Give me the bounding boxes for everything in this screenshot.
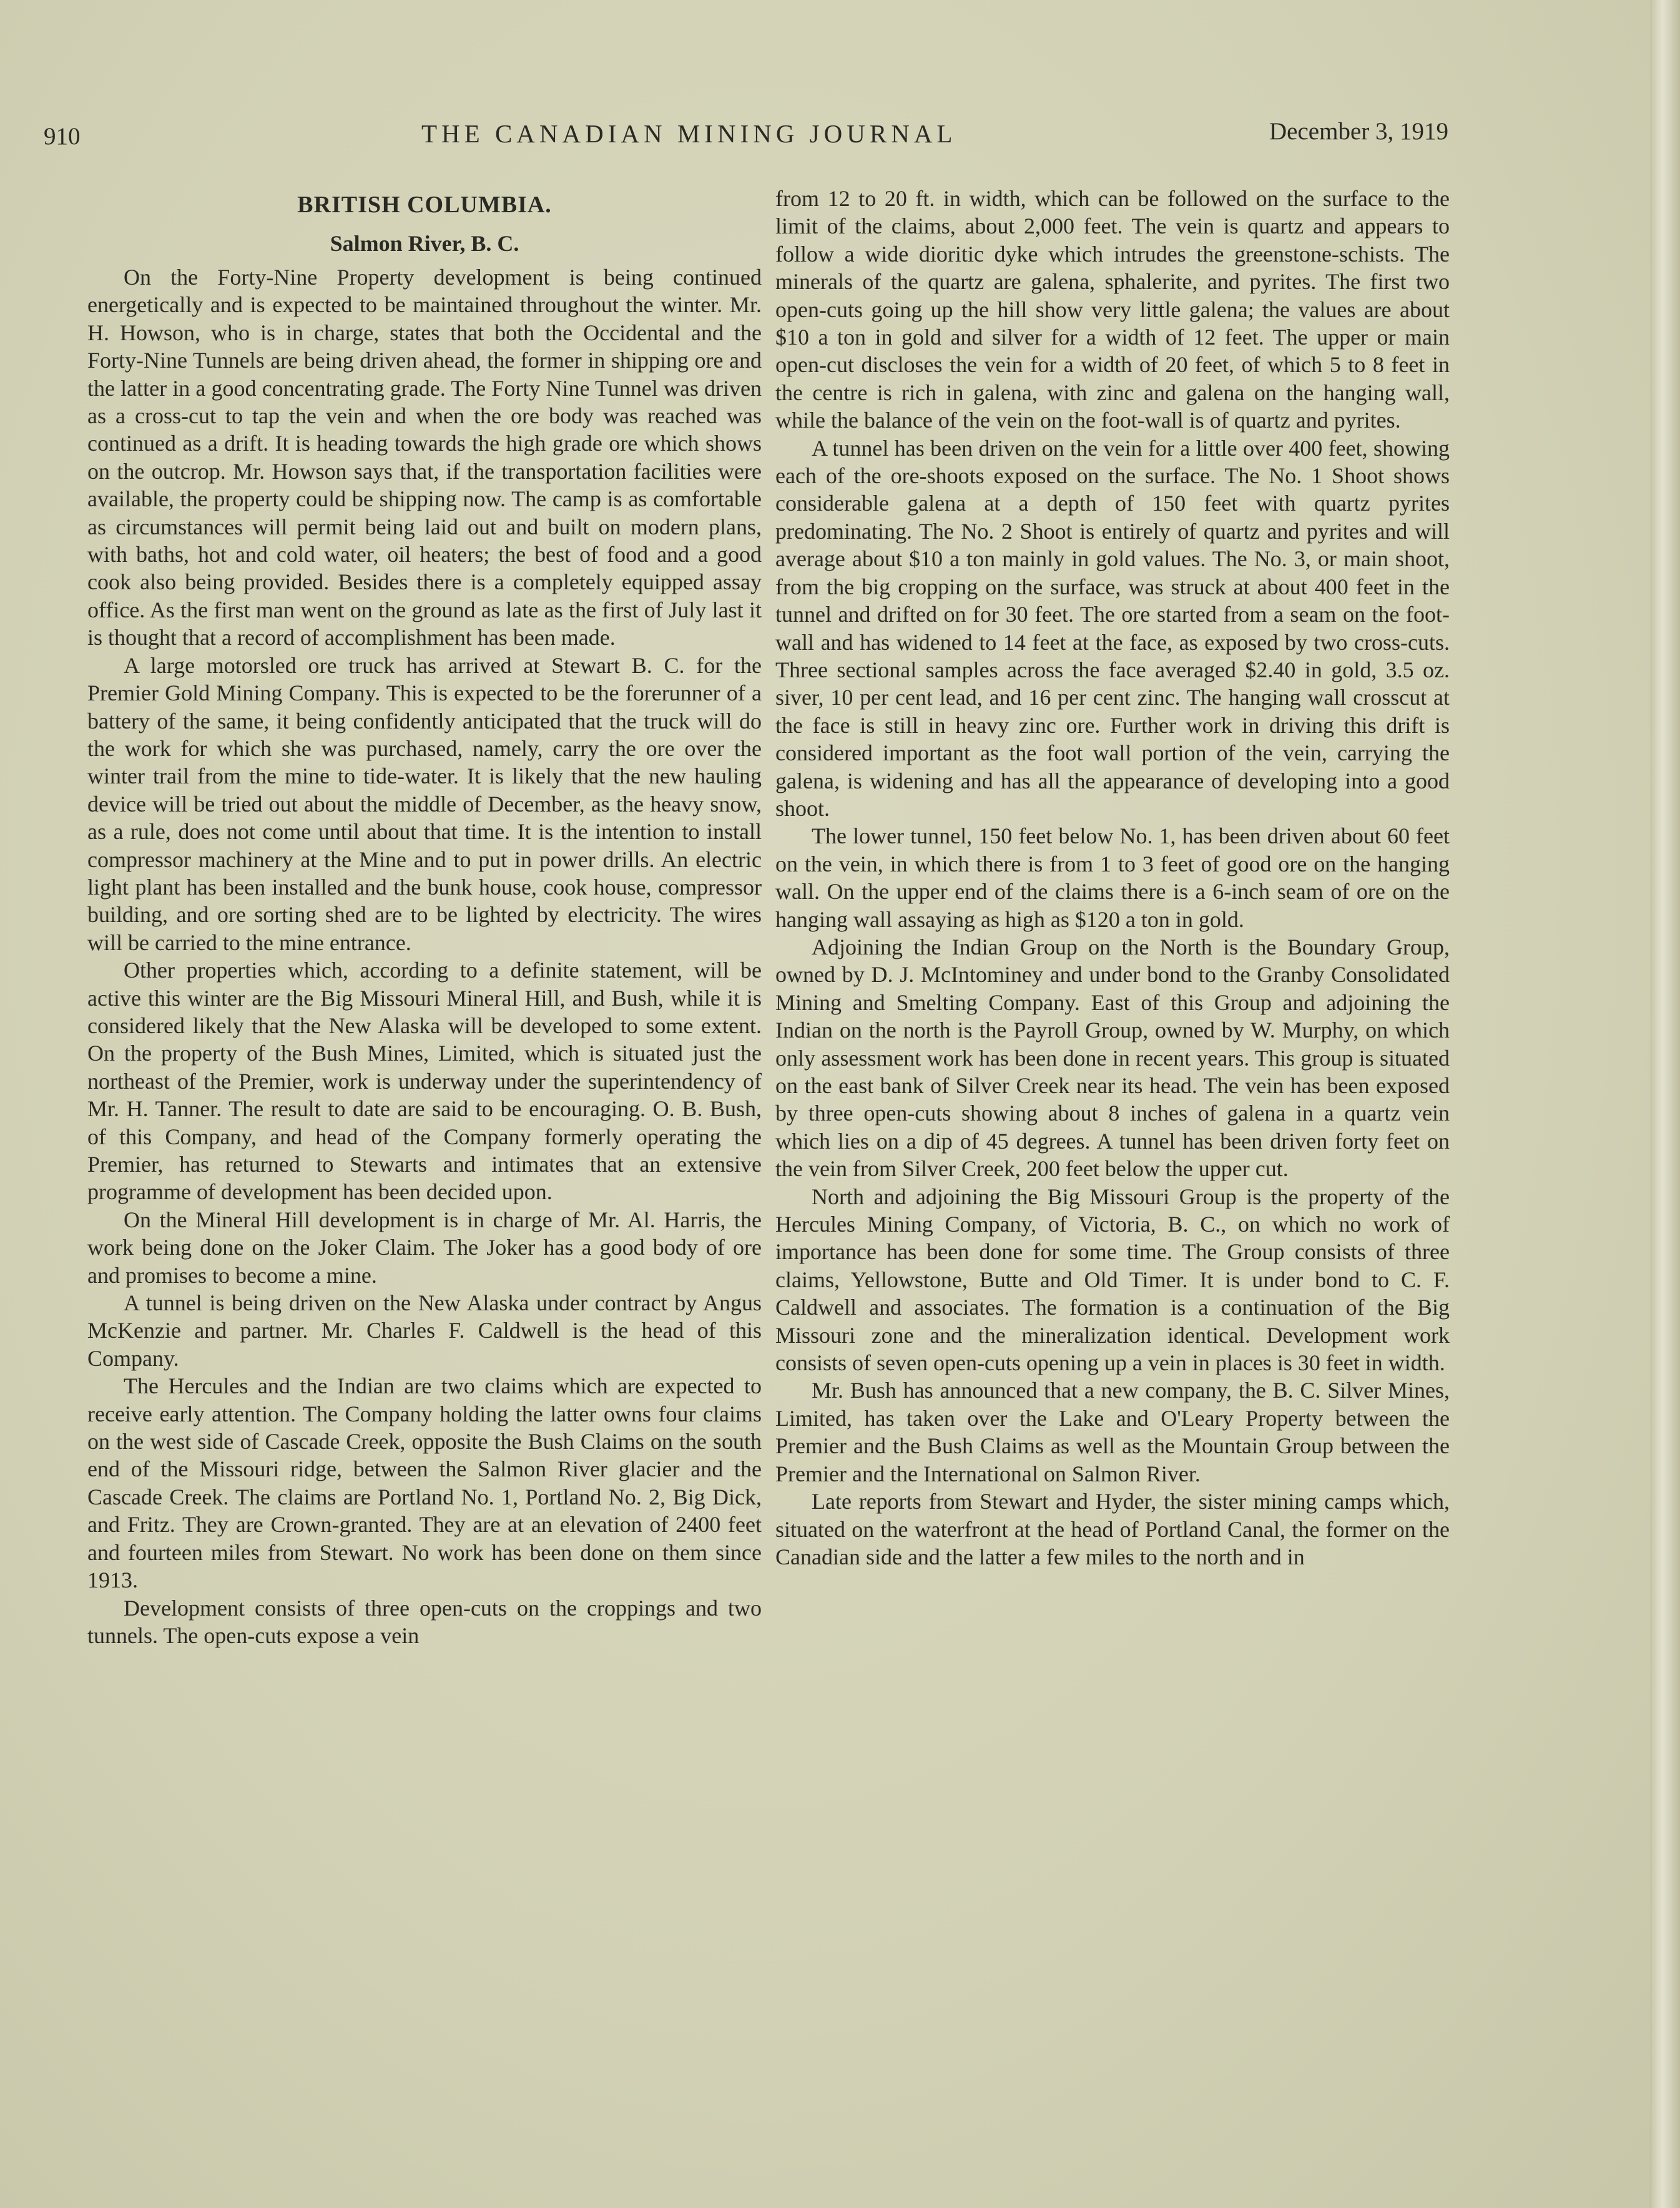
paragraph: The Hercules and the Indian are two claims which are expected to receive early attention. The Company holding the latter owns four claims on the west side of Cascade Creek, opposite the Bush Claims on the south end of the Missouri ridge, between the Salmon River glacier and the Cascade Creek. The claims are Portland No. 1, Portland No. 2, Big Dick, and Fritz. They are Crown-granted. They are at an elevation of 2400 feet and fourteen miles from Stewart. No work has been done on them since 1913. [87,1373,762,1593]
paragraph: Adjoining the Indian Group on the North is the Boundary Group, owned by D. J. McIntominey and under bond to the Granby Consolidated Mining and Smelting Company. East of this Group and adjoining the Indian on the north is the Payroll Group, owned by W. Murphy, on which only assessment work has been done in recent years. This group is situated on the east bank of Silver Creek near its head. The vein has been exposed by three open-cuts showing about 8 inches of galena in a quartz vein which lies on a dip of 45 degrees. A tunnel has been driven forty feet on the vein from Silver Creek, 200 feet below the upper cut. [775,934,1450,1182]
journal-title: THE CANADIAN MINING JOURNAL [421,119,957,148]
section-subtitle: Salmon River, B. C. [330,231,519,256]
paragraph: A tunnel has been driven on the vein for a little over 400 feet, showing each of the ore-shoots exposed on the surface. The No. 1 Shoot shows considerable galena at a depth of 150 feet with quartz pyrites predominating. The No. 2 Shoot is entirely of quartz and pyrites and will average about $10 a ton mainly in gold values. The No. 3, or main shoot, from the big cropping on the surface, was struck at about 400 feet in the tunnel and drifted on for 30 feet. The ore started from a seam on the foot-wall and has widened to 14 feet at the face, as exposed by two cross-cuts. Three sectional samples across the face averaged $2.40 in gold, 3.5 oz. siver, 10 per cent lead, and 16 per cent zinc. The hanging wall crosscut at the face is still in heavy zinc ore. Further work in driving this drift is considered important as the foot wall portion of the vein, carrying the galena, is widening and has all the appearance of developing into a good shoot. [775,435,1450,821]
page-number: 910 [44,123,81,150]
paragraph: from 12 to 20 ft. in width, which can be followed on the surface to the limit of the claims, about 2,000 feet. The vein is quartz and appears to follow a wide dioritic dyke which intrudes the greenstone-schists. The minerals of the quartz are galena, sphalerite, and pyrites. The first two open-cuts going up the hill show very little galena; the values are about $10 a ton in gold and silver for a width of 12 feet. The upper or main open-cut discloses the vein for a width of 20 feet, of which 5 to 8 feet in the centre is rich in galena, with zinc and galena on the hanging wall, while the balance of the vein on the foot-wall is of quartz and pyrites. [775,186,1450,433]
paragraph: On the Forty-Nine Property development is being continued energetically and is expected to be maintained throughout the winter. Mr. H. Howson, who is in charge, states that both the Occidental and the Forty-Nine Tunnels are being driven ahead, the former in shipping ore and the latter in a good concentrating grade. The Forty Nine Tunnel was driven as a cross-cut to tap the vein and when the ore body was reached was continued as a drift. It is heading towards the high grade ore which shows on the outcrop. Mr. Howson says that, if the transportation facilities were available, the property could be shipping now. The camp is as comfortable as circumstances will permit being laid out and built on modern plans, with baths, hot and cold water, oil heaters; the best of food and a good cook also being provided. Besides there is a completely equipped assay office. As the first man went on the ground as late as the first of July last it is thought that a record of accomplishment has been made. [87,265,762,650]
paragraph: A large motorsled ore truck has arrived at Stewart B. C. for the Premier Gold Mining Company. This is expected to be the forerunner of a battery of the same, it being confidently anticipated that the truck will do the work for which she was purchased, namely, carry the ore over the winter trail from the mine to tide-water. It is likely that the new hauling device will be tried out about the middle of December, as the heavy snow, as a rule, does not come until about that time. It is the intention to install compressor machinery at the Mine and to put in power drills. An electric light plant has been installed and the bunk house, cook house, compressor building, and ore sorting shed are to be lighted by electricity. The wires will be carried to the mine entrance. [87,652,762,955]
paragraph: Development consists of three open-cuts on the croppings and two tunnels. The open-cuts expose a vein [87,1595,762,1648]
right-column [775,185,1450,2157]
issue-date: December 3, 1919 [1269,118,1448,145]
paragraph: The lower tunnel, 150 feet below No. 1, has been driven about 60 feet on the vein, in which there is from 1 to 3 feet of good ore on the hanging wall. On the upper end of the claims there is a 6-inch seam of ore on the hanging wall assaying as high as $120 a ton in gold. [775,823,1450,932]
page-binding-edge [1651,0,1680,2208]
paragraph: North and adjoining the Big Missouri Group is the property of the Hercules Mining Company, of Victoria, B. C., on which no work of importance has been done for some time. The Group consists of three claims, Yellowstone, Butte and Old Timer. It is under bond to C. F. Caldwell and associates. The formation is a continuation of the Big Missouri zone and the mineralization identical. Development work consists of seven open-cuts opening up a vein in places is 30 feet in width. [775,1184,1450,1376]
paragraph: On the Mineral Hill development is in charge of Mr. Al. Harris, the work being done on the Joker Claim. The Joker has a good body of ore and promises to become a mine. [87,1207,762,1288]
section-title: BRITISH COLUMBIA. [297,192,552,218]
paragraph: Other properties which, according to a definite statement, will be active this winter are the Big Missouri Mineral Hill, and Bush, while it is considered likely that the New Alaska will be developed to some extent. On the property of the Bush Mines, Limited, which is situated just the northeast of the Premier, work is underway under the superintendency of Mr. H. Tanner. The result to date are said to be encouraging. O. B. Bush, of this Company, and head of the Company formerly operating the Premier, has returned to Stewarts and intimates that an extensive programme of development has been decided upon. [87,958,762,1205]
paragraph: Mr. Bush has announced that a new company, the B. C. Silver Mines, Limited, has taken over the Lake and O'Leary Property between the Premier and the Bush Claims as well as the Mountain Group between the Premier and the International on Salmon River. [775,1378,1450,1486]
left-column [87,186,762,2159]
running-header [44,117,1448,155]
paragraph: A tunnel is being driven on the New Alaska under contract by Angus McKenzie and partner. Mr. Charles F. Caldwell is the head of this Company. [87,1290,762,1371]
paragraph: Late reports from Stewart and Hyder, the sister mining camps which, situated on the waterfront at the head of Portland Canal, the former on the Canadian side and the latter a few miles to the north and in [775,1489,1450,1569]
